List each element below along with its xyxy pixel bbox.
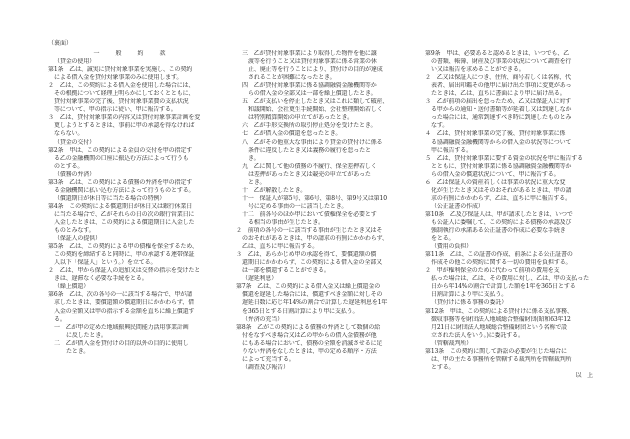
col2-line: 十二 前各号のほか甲において債権保全を必要とす: [242, 210, 377, 218]
col2-line: 条件に違反したとき又は義務の履行を怠ったと: [248, 146, 371, 154]
col3-line: らの借入金の償還状況について、甲に報告する。: [431, 170, 560, 178]
col3-line: 強制執行の承諾ある公正証書の作成に必要な手続き: [431, 227, 566, 235]
col3-line: 第9条 甲は、必要あると認めるときは、いつでも、乙: [425, 50, 570, 57]
col2-line: 付をなすべき場合又は乙の甲からの借入金債務が他: [242, 331, 377, 339]
col2-line: は特別精算開始の申立てがあったとき。: [248, 114, 354, 122]
col3-line: ６ 乙は保証人の資産若しくは事業の状況に重大な変: [425, 178, 566, 186]
col2-line: る相当の事由が生じたとき。: [248, 218, 324, 226]
col3-line: 以 上: [575, 371, 593, 379]
col1-line: 求したときは、要償還額の償還期日にかかわらず、借: [54, 299, 194, 307]
col2-line: き。: [248, 154, 260, 162]
col2-line: らの借入金の全部又は一部を繰上償還したとき。: [248, 90, 377, 98]
col1-line: に当たる場合で、乙がそれらの日の次の銀行営業日に: [54, 210, 195, 218]
col2-line: によって充当する。: [242, 355, 295, 363]
col2-line: 還期日にかかわらず、この契約による借入金の全部又: [242, 259, 382, 267]
col2-line: ３ 乙は、あらかじめ甲の承認を得て、要償還額の償: [236, 251, 377, 259]
col2-line: 乙は、直ちに甲に報告する。: [242, 243, 319, 251]
col1-line: （貸金の使用）: [54, 58, 95, 66]
col2-line: は一部を償還することができる。: [242, 267, 330, 275]
col1-line: その根拠について経理上明らかにしておくとともに、: [54, 90, 195, 98]
col3-line: 甲に報告する。: [431, 146, 472, 154]
col3-line: ４ 乙は、貸付対象事業の完了後、貸付対象事業に係: [425, 130, 566, 138]
col3-line: 求の有無にかかわらず、乙は、直ちに甲に報告する。: [431, 194, 571, 202]
col3-line: 立された法人をいう。)に委託する。: [431, 331, 524, 339]
col1-line: この契約を締結すると同時に、甲の承認する連帯保証: [54, 251, 195, 259]
col3-line: の書類、帳簿、財産及び事業の状況について調査を行: [431, 58, 572, 66]
col1-line: 第3条 乙は、この契約による債務の弁済を甲の指定す: [48, 178, 193, 186]
col1-line: による借入金を貸付対象事業のみに使用します。: [54, 74, 183, 82]
column-1: [48, 50, 216, 356]
column-2: [236, 50, 404, 372]
col1-line: る。: [54, 315, 66, 323]
col3-line: （管轄裁判所）: [431, 339, 472, 347]
col1-line: 二 乙が借入金を貸付けの目的以外の目的に使用し: [54, 339, 189, 347]
col3-line: とする。: [431, 363, 455, 371]
col2-line: 十 乙が解散したとき。: [242, 186, 307, 194]
col3-line: い又は報告を求めることができる。: [431, 66, 525, 74]
col1-line: 一 乙が甲の定めた地域振興民間能力活用事業計画: [54, 323, 189, 331]
col3-line: （公正証書の作成）: [431, 202, 484, 210]
col1-line: 人以下「保証人」という。）を立てる。: [54, 259, 157, 267]
col3-line: 日割計算により甲に支払う。: [431, 291, 508, 299]
col3-line: なす。: [431, 122, 449, 130]
col3-line: 払った場合は、乙は、その費用に対し、乙は、甲の支払った: [431, 275, 589, 283]
col2-line: 和議開始、会社更生手続開始、会社整理開始若しく: [248, 106, 383, 114]
col1-line: 入金したときは、この契約による償還期日に入金した: [54, 218, 195, 226]
col1-line: 入金の全額又は甲の指示する金額を直ちに繰上償還す: [54, 307, 195, 315]
col1-line: 第5条 乙は、この契約による甲の債権を保全するため、: [48, 243, 198, 251]
col2-line: りない弁済をなしたときは、甲の定める順序・方法: [242, 347, 377, 355]
col3-line: 化が生じたとき又はそのおそれがあるときは、甲の請: [431, 186, 572, 194]
col2-line: 号に定める事由の一に該当したとき。: [248, 202, 348, 210]
col3-line: る甲からの通知・送付書類等が延着し又は到達しなか: [431, 106, 572, 114]
col3-line: ３ 乙が前項の届出を怠ったため、乙又は保証人に対す: [425, 98, 572, 106]
col2-line: のおそれがあるときは、甲の請求の有無にかかわらず、: [242, 235, 388, 243]
col1-line: ２ 乙は、この契約による借入金を使用した場合には、: [48, 82, 195, 90]
col2-line: 第7条 乙は、この契約による借入金又は繰上償還金の: [236, 283, 381, 291]
col3-line: （費用の負担）: [431, 243, 472, 251]
col1-line: 第1条 乙は、誠実に貸付対象事業を実施し、この契約: [48, 66, 193, 74]
col2-line: とき。: [248, 178, 266, 186]
col1-line: ２ 乙は、甲から保証人の追加又は交替の指示を受けたと: [48, 267, 201, 275]
col2-line: 四 乙が貸付対象事業に係る協調融資金融機関等か: [242, 82, 377, 90]
col2-line: 三 乙が貸付対象事業により取得した物件を他に譲: [242, 50, 377, 57]
page-label: （裏面）: [48, 40, 73, 47]
col3-line: 第11条 乙は、この証書の作成、前条による公正証書の: [425, 251, 573, 259]
col1-line: 貸付対象事業の完了後、貸付対象事業費の支払状況: [54, 98, 189, 106]
col2-line: （遅延利息）: [242, 275, 278, 283]
col3-line: 第13条 この契約に関して訴訟の必要が生じた場合に: [425, 347, 567, 355]
col3-line: る協調融資金融機関等からの借入金の状況等について: [431, 138, 572, 146]
col3-line: 第12条 甲は、この契約による貸付けに係る支払事務、: [425, 307, 573, 315]
col1-line: ３ 乙は、貸付対象事業の内容又は貸付対象事業計画を変: [48, 114, 201, 122]
col3-line: 作成その他この契約に関する一切の費用を負担する。: [431, 259, 572, 267]
col3-line: 日から年14%の割合で計算した額を1年を365日とする: [431, 283, 576, 291]
col2-line: 五 乙が支払いを停止したとき又はこれに類して破産、: [242, 98, 389, 106]
col1-line: のとする。: [54, 162, 84, 170]
col1-line: る金融機関に払い込む方法によって行うものとする。: [54, 186, 195, 194]
col3-line: は、甲の主たる事務所を管轄する裁判所を管轄裁判所: [431, 355, 572, 363]
col1-line: ものとみなす。: [54, 227, 95, 235]
col3-line: 表者、届出印鑑その他甲に届け出た事項に変更があっ: [431, 82, 572, 90]
col2-line: （調査及び報告）: [242, 363, 289, 371]
col1-line: 第4条 この契約による償還期日が休日又は銀行休業日: [48, 202, 193, 210]
col1-line: 第6条 乙は、次の各号の一に該当する場合で、甲が請: [48, 291, 192, 299]
col2-line: されることが困難になったとき。: [248, 74, 336, 82]
col2-line: 渡等を行うこと又は貸付対象事業に係る営業の休: [248, 58, 377, 66]
col3-line: った場合には、通常到達すべき時に到達したものとみ: [431, 114, 572, 122]
col2-line: は差押があったとき又は競売の申立てがあった: [248, 170, 371, 178]
col2-line: 六 乙が手形交換所の取引停止処分を受けたとき。: [242, 122, 377, 130]
col3-line: たときは、乙は、直ちに書面により甲に届け出る。: [431, 90, 566, 98]
column-3: [425, 50, 593, 380]
col2-line: ２ 前項の各号の一に該当する事由が生じたとき又はそ: [236, 227, 383, 235]
col3-line: をとる。: [431, 235, 455, 243]
col2-line: 第8条 乙がこの契約による債務の弁済として数個の給: [236, 323, 381, 331]
col1-line: たとき。: [66, 347, 90, 355]
col1-line: ならない。: [54, 130, 84, 138]
col1-line: 第2条 甲は、この契約による金員の交付を甲の指定す: [48, 146, 193, 154]
col1-line: （保証人の提供）: [54, 235, 101, 243]
col2-line: 九 乙に関して他の債務の不履行、保全差押若しく: [242, 162, 377, 170]
col2-line: 八 乙がその他重大な事由により貸金の貸付けに係る: [242, 138, 383, 146]
col1-line: （繰上償還）: [54, 283, 90, 291]
col3-line: とともに、貸付対象事業に係る協調融資金融機関等か: [431, 162, 572, 170]
col3-line: （貸付けに係る事務の委託）: [431, 299, 508, 307]
col3-line: 月21日に財団法人地域総合整備財団という名称で設: [431, 323, 568, 331]
col3-line: も公証人に委嘱して、この契約による債務の承認及び: [431, 218, 572, 226]
col2-line: を365日とする日割計算により甲に支払う。: [242, 307, 359, 315]
col2-line: 償還を遅延した場合には、償還すべき金額に対しその: [242, 291, 383, 299]
col1-line: る乙の金融機関の口座に振込む方法によって行うも: [54, 154, 189, 162]
col1-line: （貸金の交付）: [54, 138, 95, 146]
col2-line: 遅延日数に応じ年14%の割合で計算した遅延利息を1年: [242, 299, 388, 307]
col1-line: （償還期日が休日等に当たる場合の特例）: [54, 194, 166, 202]
col1-line: 一 般 約 款: [93, 50, 171, 57]
col3-line: ２ 甲が権利保全のために代わって前項の費用を支: [425, 267, 560, 275]
col2-line: 十一 保証人が第5号、第6号、第8号、第9号又は第10: [242, 194, 387, 202]
col2-line: （弁済の充当）: [242, 315, 283, 323]
col3-line: 徴収事務等を財団法人地域総合整備財団(昭和63年12: [431, 315, 571, 323]
col1-line: （債務の弁済）: [54, 170, 95, 178]
col2-line: 止、廃止等を行うことにより、貸付けの目的が達成: [248, 66, 383, 74]
col3-line: ２ 乙又は保証人につき、住所、商号若しくは名称、代: [425, 74, 571, 82]
col2-line: 七 乙が借入金の償還を怠ったとき。: [242, 130, 342, 138]
col3-line: 第10条 乙及び保証人は、甲が請求したときは、いつで: [425, 210, 573, 218]
col1-line: きは、遅滞なく必要な手続をとる。: [54, 275, 148, 283]
col2-line: にもある場合において、債務の全額を消滅させるに足: [242, 339, 383, 347]
col3-line: ５ 乙は、貸付対象事業に要する資金の状況を甲に報告する: [425, 154, 583, 162]
col1-line: 更しようとするときは、事前に甲の承認を得なければ: [54, 122, 195, 130]
col1-line: 等について、甲の指示に従い、甲に報告する。: [54, 106, 177, 114]
col1-line: に反したとき。: [66, 331, 107, 339]
